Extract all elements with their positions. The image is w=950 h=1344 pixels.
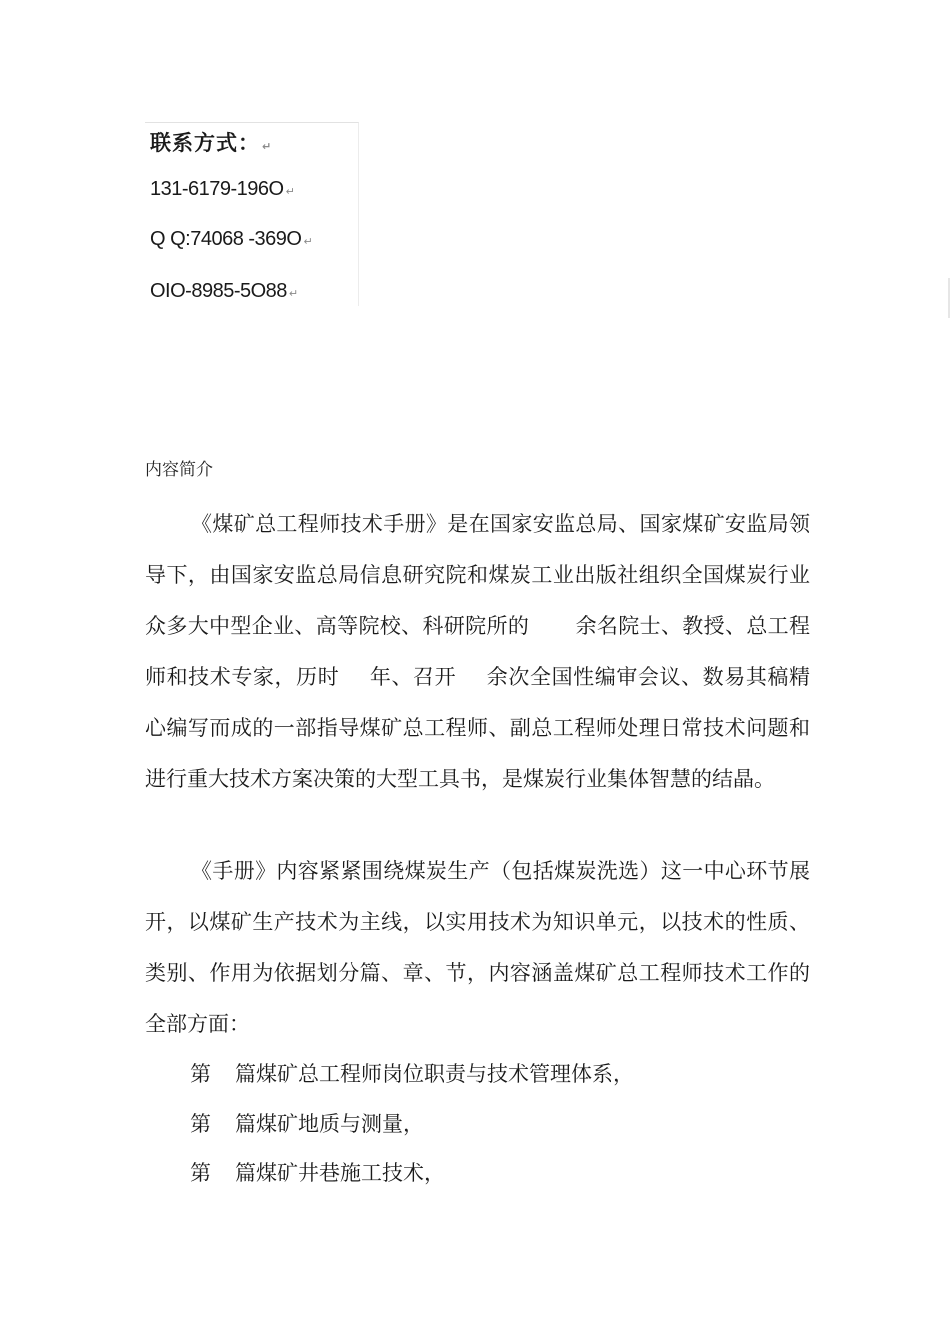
paragraph-mark-icon: ↵	[303, 236, 313, 248]
intro-paragraph-1: 《煤矿总工程师技术手册》是在国家安监总局、国家煤矿安监局领导下，由国家安监总局信息研究院和煤炭工业出版社组织全国煤炭行业众多大中型企业、高等院校、科研院所的 余名院士、教授、总工程师和技术专家，历时 年、召开 余次全国性编审会议、数易其稿精心编写而成的一部指导煤矿总工程师、副总工程师处理日常技术问题和进行重大技术方案决策的大型工具书，是煤炭行业集体智慧的结晶。	[145, 512, 811, 791]
contact-phone: 131-6179-196O ↵	[150, 178, 295, 200]
contact-title: 联系方式： ↵	[150, 132, 273, 155]
list-item: 第 篇煤矿井巷施工技术，	[190, 1161, 445, 1185]
paragraph-mark-icon: ↵	[285, 186, 295, 198]
list-item: 第 篇煤矿地质与测量，	[190, 1112, 424, 1136]
paragraph-mark-icon: ↵	[262, 141, 273, 153]
section-heading: 内容简介	[145, 460, 213, 480]
contact-info-image	[145, 122, 359, 306]
contact-landline: OIO-8985-5O88 ↵	[150, 280, 298, 302]
list-item: 第 篇煤矿总工程师岗位职责与技术管理体系，	[190, 1062, 634, 1086]
paragraph-mark-icon: ↵	[288, 288, 298, 300]
intro-paragraph-2: 《手册》内容紧紧围绕煤炭生产（包括煤炭洗选）这一中心环节展开，以煤矿生产技术为主线，以实用技术为知识单元，以技术的性质、类别、作用为依据划分篇、章、节，内容涵盖煤矿总工程师技术工作的全部方面：	[145, 859, 810, 1036]
contact-qq: Q Q:74068 -369O ↵	[150, 228, 313, 250]
